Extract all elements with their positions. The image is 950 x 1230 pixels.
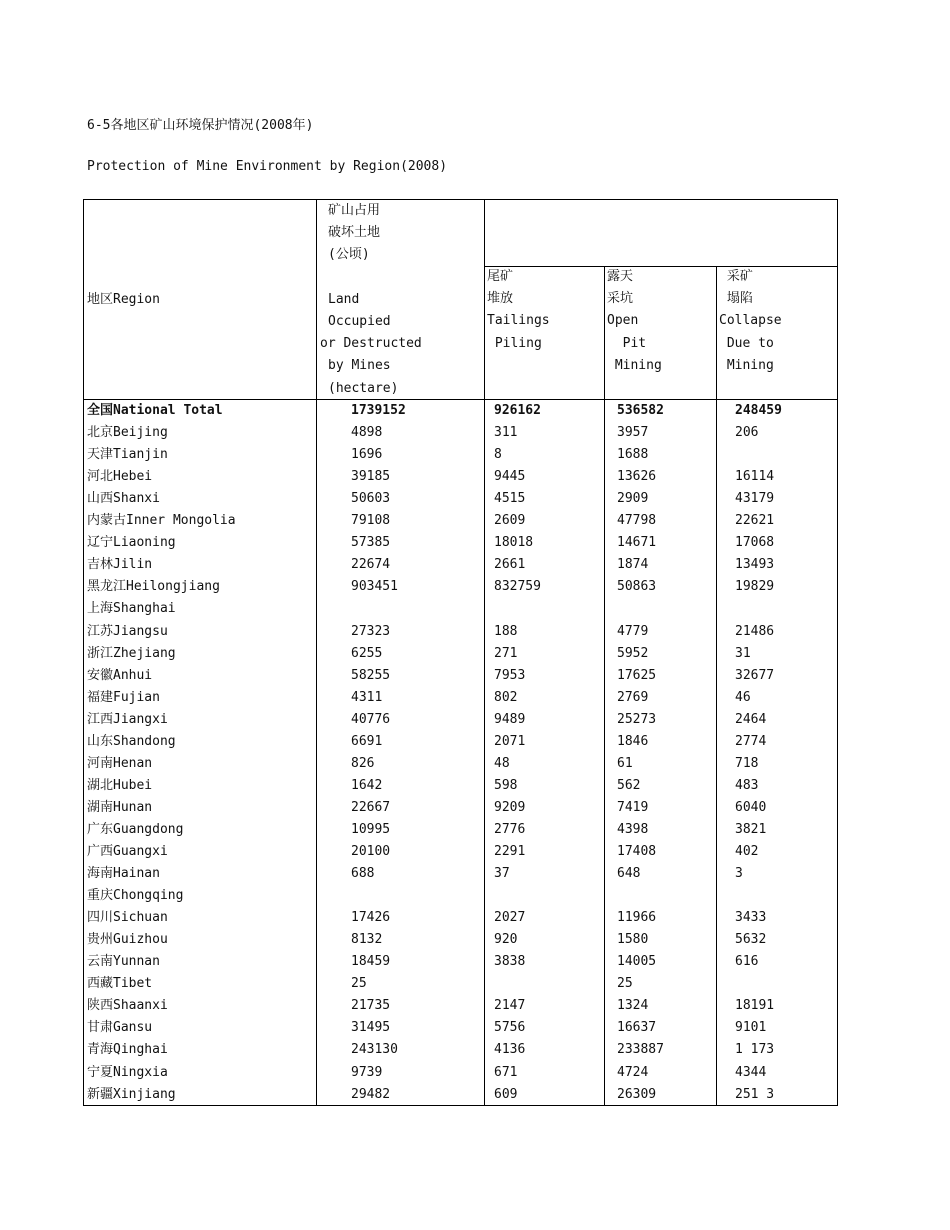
header-line: 露天 [607,269,634,284]
header-line: 塌陷 [719,291,753,307]
cell-region: 内蒙古Inner Mongolia [87,513,236,529]
header-line: Piling [487,335,542,351]
cell-open-pit: 25273 [617,711,657,727]
header-line: Occupied [328,314,391,330]
cell-region: 青海Qinghai [87,1042,168,1058]
cell-open-pit: 5952 [617,645,649,661]
cell-open-pit: 50863 [617,579,657,595]
cell-tailings: 2027 [494,910,526,926]
cell-collapse: 3821 [735,821,767,837]
header-line: (hectare) [328,380,399,396]
cell-region: 湖南Hunan [87,799,153,815]
header-open-pit-mining [607,266,662,377]
cell-tailings: 832759 [494,579,541,595]
cell-collapse: 46 [735,689,751,705]
cell-land: 688 [351,866,375,882]
cell-land: 4311 [351,689,383,705]
cell-tailings: 4136 [494,1042,526,1058]
cell-region: 河南Henan [87,755,153,771]
cell-region: 浙江Zhejiang [87,645,176,661]
cell-open-pit: 26309 [617,1086,657,1102]
cell-tailings: 598 [494,777,518,793]
cell-land: 826 [351,755,375,771]
cell-region: 吉林Jilin [87,557,153,573]
cell-land: 1696 [351,447,383,463]
header-line [328,267,422,289]
cell-region: 陕西Shaanxi [87,998,168,1014]
cell-land: 8132 [351,932,383,948]
header-line: Tailings [487,313,550,329]
cell-tailings: 802 [494,689,518,705]
header-line: Open [607,313,639,329]
cell-tailings: 271 [494,645,518,661]
cell-land: 22667 [351,799,391,815]
cell-open-pit: 25 [617,976,633,992]
cell-collapse: 4344 [735,1064,767,1080]
cell-region: 江西Jiangxi [87,711,168,727]
cell-open-pit: 17408 [617,844,657,859]
cell-tailings: 2291 [494,844,526,859]
cell-collapse: 248459 [735,403,782,418]
cell-collapse: 21486 [735,623,775,639]
cell-tailings: 5756 [494,1020,526,1036]
cell-tailings: 609 [494,1086,518,1102]
cell-land: 1642 [351,777,383,793]
cell-region: 天津Tianjin [87,447,168,463]
cell-land: 40776 [351,711,391,727]
cell-land: 20100 [351,844,391,859]
cell-open-pit: 648 [617,866,641,882]
cell-region: 新疆Xinjiang [87,1086,176,1102]
column-divider [604,266,605,1105]
header-line: Mining [607,357,662,373]
cell-land: 50603 [351,491,391,507]
header-line: or Destructed [320,336,422,352]
cell-region: 黑龙江Heilongjiang [87,579,220,595]
cell-collapse: 2774 [735,733,767,749]
cell-land: 1739152 [351,403,406,418]
cell-open-pit: 2909 [617,491,649,507]
cell-collapse: 251 3 [735,1086,775,1102]
cell-region: 甘肃Gansu [87,1020,153,1036]
cell-land: 29482 [351,1086,391,1102]
cell-open-pit: 1874 [617,557,649,573]
cell-tailings: 2609 [494,513,526,529]
cell-region: 四川Sichuan [87,910,168,926]
cell-region: 广西Guangxi [87,844,168,859]
cell-collapse: 3 [735,866,743,882]
cell-collapse: 5632 [735,932,767,948]
cell-open-pit: 2769 [617,689,649,705]
cell-tailings: 3838 [494,954,526,970]
cell-tailings: 18018 [494,535,534,551]
cell-tailings: 9489 [494,711,526,727]
cell-land: 25 [351,976,367,992]
cell-collapse: 402 [735,844,759,859]
cell-open-pit: 3957 [617,425,649,441]
cell-collapse: 6040 [735,799,767,815]
cell-land: 6255 [351,645,383,661]
header-line: (公顷) [328,247,370,263]
cell-tailings: 4515 [494,491,526,507]
cell-tailings: 2147 [494,998,526,1014]
cell-tailings: 7953 [494,667,526,683]
cell-open-pit: 562 [617,777,641,793]
cell-region: 贵州Guizhou [87,932,168,948]
cell-region: 宁夏Ningxia [87,1064,168,1080]
cell-land: 243130 [351,1042,398,1058]
cell-collapse: 22621 [735,513,775,529]
cell-region: 云南Yunnan [87,954,160,970]
cell-land: 57385 [351,535,391,551]
cell-tailings: 48 [494,755,510,771]
cell-collapse: 483 [735,777,759,793]
cell-region: 重庆Chongqing [87,888,184,904]
cell-land: 18459 [351,954,391,970]
cell-region: 北京Beijing [87,425,168,441]
cell-region: 广东Guangdong [87,821,184,837]
header-land-occupied [320,200,422,400]
cell-collapse: 1 173 [735,1042,775,1058]
header-line: Pit [607,335,647,351]
cell-tailings: 2661 [494,557,526,573]
cell-tailings: 926162 [494,403,541,418]
cell-collapse: 13493 [735,557,775,573]
cell-region: 江苏Jiangsu [87,623,168,639]
header-line: Collapse [719,313,782,329]
cell-open-pit: 17625 [617,667,657,683]
cell-tailings: 2776 [494,821,526,837]
cell-tailings: 37 [494,866,510,882]
cell-land: 31495 [351,1020,391,1036]
table-title-chinese: 6-5各地区矿山环境保护情况(2008年) [87,118,314,133]
header-line: 采矿 [719,269,753,284]
cell-collapse: 718 [735,755,759,771]
cell-region: 上海Shanghai [87,601,176,617]
header-line: 矿山占用 [328,203,381,218]
cell-land: 22674 [351,557,391,573]
cell-land: 6691 [351,733,383,749]
header-line: 采坑 [607,291,634,307]
table-title-english: Protection of Mine Environment by Region(2008) [87,159,448,174]
cell-land: 10995 [351,821,391,837]
cell-collapse: 3433 [735,910,767,926]
cell-open-pit: 7419 [617,799,649,815]
cell-land: 58255 [351,667,391,683]
cell-open-pit: 1688 [617,447,649,463]
cell-tailings: 9445 [494,469,526,485]
cell-land: 39185 [351,469,391,485]
cell-land: 17426 [351,910,391,926]
header-line: 尾矿 [487,269,514,284]
cell-region: 西藏Tibet [87,976,153,992]
cell-open-pit: 14671 [617,535,657,551]
cell-collapse: 16114 [735,469,775,485]
cell-collapse: 9101 [735,1020,767,1036]
header-line: 堆放 [487,291,514,307]
cell-region: 辽宁Liaoning [87,535,176,551]
cell-collapse: 32677 [735,667,775,683]
header-line: 破坏土地 [328,225,381,241]
cell-tailings: 2071 [494,733,526,749]
cell-collapse: 2464 [735,711,767,727]
cell-collapse: 17068 [735,535,775,551]
cell-open-pit: 4779 [617,623,649,639]
cell-open-pit: 1846 [617,733,649,749]
header-line: Mining [719,357,774,373]
header-line: Due to [719,335,774,351]
cell-land: 903451 [351,579,398,595]
cell-region: 全国National Total [87,403,223,418]
cell-land: 9739 [351,1064,383,1080]
header-region: 地区Region [87,292,160,307]
cell-collapse: 43179 [735,491,775,507]
cell-collapse: 206 [735,425,759,441]
cell-collapse: 18191 [735,998,775,1014]
column-divider [316,200,317,1105]
cell-open-pit: 4398 [617,821,649,837]
cell-region: 安徽Anhui [87,667,153,683]
cell-region: 山西Shanxi [87,491,160,507]
cell-open-pit: 47798 [617,513,657,529]
cell-tailings: 8 [494,447,502,463]
cell-collapse: 31 [735,645,751,661]
cell-land: 4898 [351,425,383,441]
cell-region: 湖北Hubei [87,777,153,793]
cell-open-pit: 61 [617,755,633,771]
column-divider [716,266,717,1105]
header-collapse-mining [719,266,782,377]
cell-region: 山东Shandong [87,733,176,749]
cell-open-pit: 14005 [617,954,657,970]
cell-open-pit: 11966 [617,910,657,926]
cell-land: 21735 [351,998,391,1014]
header-line: by Mines [328,358,391,374]
cell-tailings: 920 [494,932,518,948]
cell-tailings: 671 [494,1064,518,1080]
data-table [83,199,838,1106]
cell-region: 海南Hainan [87,866,160,882]
cell-open-pit: 13626 [617,469,657,485]
cell-open-pit: 16637 [617,1020,657,1036]
cell-collapse: 616 [735,954,759,970]
cell-land: 27323 [351,623,391,639]
cell-open-pit: 233887 [617,1042,664,1058]
cell-open-pit: 536582 [617,403,664,418]
cell-tailings: 9209 [494,799,526,815]
cell-open-pit: 1580 [617,932,649,948]
cell-region: 河北Hebei [87,469,153,485]
cell-land: 79108 [351,513,391,529]
cell-tailings: 311 [494,425,518,441]
cell-open-pit: 4724 [617,1064,649,1080]
cell-tailings: 188 [494,623,518,639]
header-tailings-piling [487,266,550,355]
cell-collapse: 19829 [735,579,775,595]
column-divider [484,200,485,1105]
cell-region: 福建Fujian [87,689,160,705]
cell-open-pit: 1324 [617,998,649,1014]
header-line: Land [328,291,360,307]
